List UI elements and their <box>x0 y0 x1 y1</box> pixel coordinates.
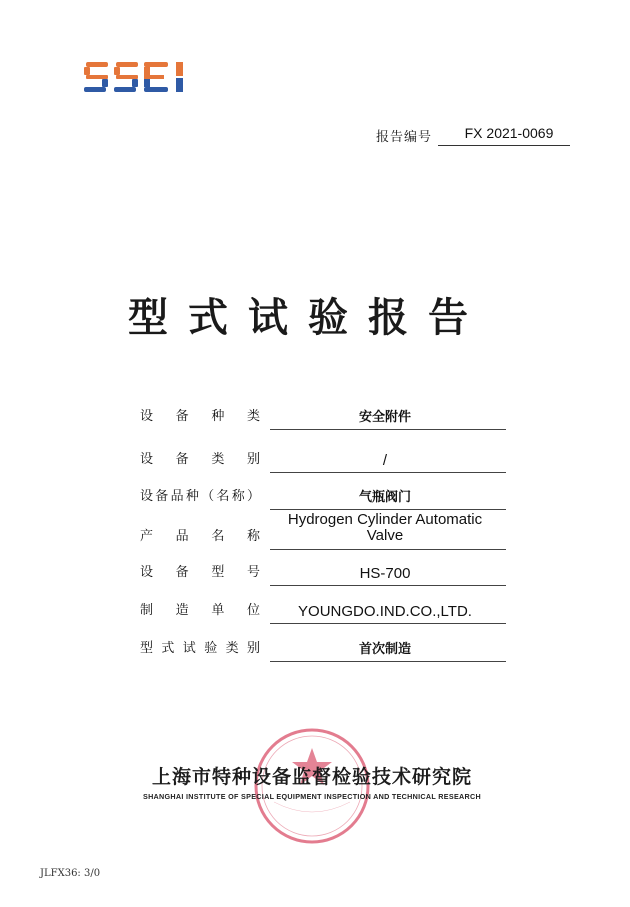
field-value: / <box>382 452 388 469</box>
field-underline <box>270 429 506 430</box>
field-underline <box>270 585 506 586</box>
logo-letter-e <box>144 62 168 92</box>
field-label: 设 备 类 别 <box>140 452 260 467</box>
field-row-test-category <box>140 632 500 662</box>
field-value: 安全附件 <box>358 410 411 425</box>
field-value: 气瓶阀门 <box>358 490 411 505</box>
field-row-equipment-variety <box>140 480 500 510</box>
form-code: JLFX36: 3/0 <box>40 868 101 879</box>
field-label: 设 备 型 号 <box>140 565 260 580</box>
institute-name-en: SHANGHAI INSTITUTE OF SPECIAL EQUIPMENT INSPECTION AND TECHNICAL RESEARCH <box>142 792 482 801</box>
field-row-equipment-category <box>140 443 500 473</box>
report-number-underline <box>438 145 570 146</box>
report-number-label: 报告编号 <box>376 130 433 145</box>
field-label: 型式试验类别 <box>140 641 260 656</box>
institute-name-cn: 上海市特种设备监督检验技术研究院 <box>152 766 473 788</box>
field-row-equipment-model <box>140 556 500 586</box>
field-underline <box>270 509 506 510</box>
field-row-equipment-type <box>140 400 500 430</box>
ssei-logo <box>84 62 194 92</box>
field-label: 设备品种（名称） <box>140 489 260 504</box>
report-number-value: FX 2021-0069 <box>464 125 554 141</box>
field-value: Hydrogen Cylinder Automatic Valve <box>287 511 483 544</box>
field-label: 设 备 种 类 <box>140 409 260 424</box>
logo-letter-s1 <box>84 62 108 92</box>
field-underline <box>270 472 506 473</box>
logo-letter-i <box>176 62 183 92</box>
field-value: HS-700 <box>359 565 411 582</box>
field-row-manufacturer <box>140 594 500 624</box>
field-underline <box>270 661 506 662</box>
report-number <box>376 124 570 146</box>
field-value: 首次制造 <box>358 642 411 657</box>
field-underline <box>270 623 506 624</box>
field-label: 产 品 名 称 <box>140 529 260 544</box>
document-title: 型式试验报告 <box>128 295 488 341</box>
field-row-product-name <box>140 512 500 550</box>
field-underline <box>270 549 506 550</box>
field-value: YOUNGDO.IND.CO.,LTD. <box>298 603 472 620</box>
field-label: 制 造 单 位 <box>140 603 260 618</box>
logo-letter-s2 <box>114 62 138 92</box>
